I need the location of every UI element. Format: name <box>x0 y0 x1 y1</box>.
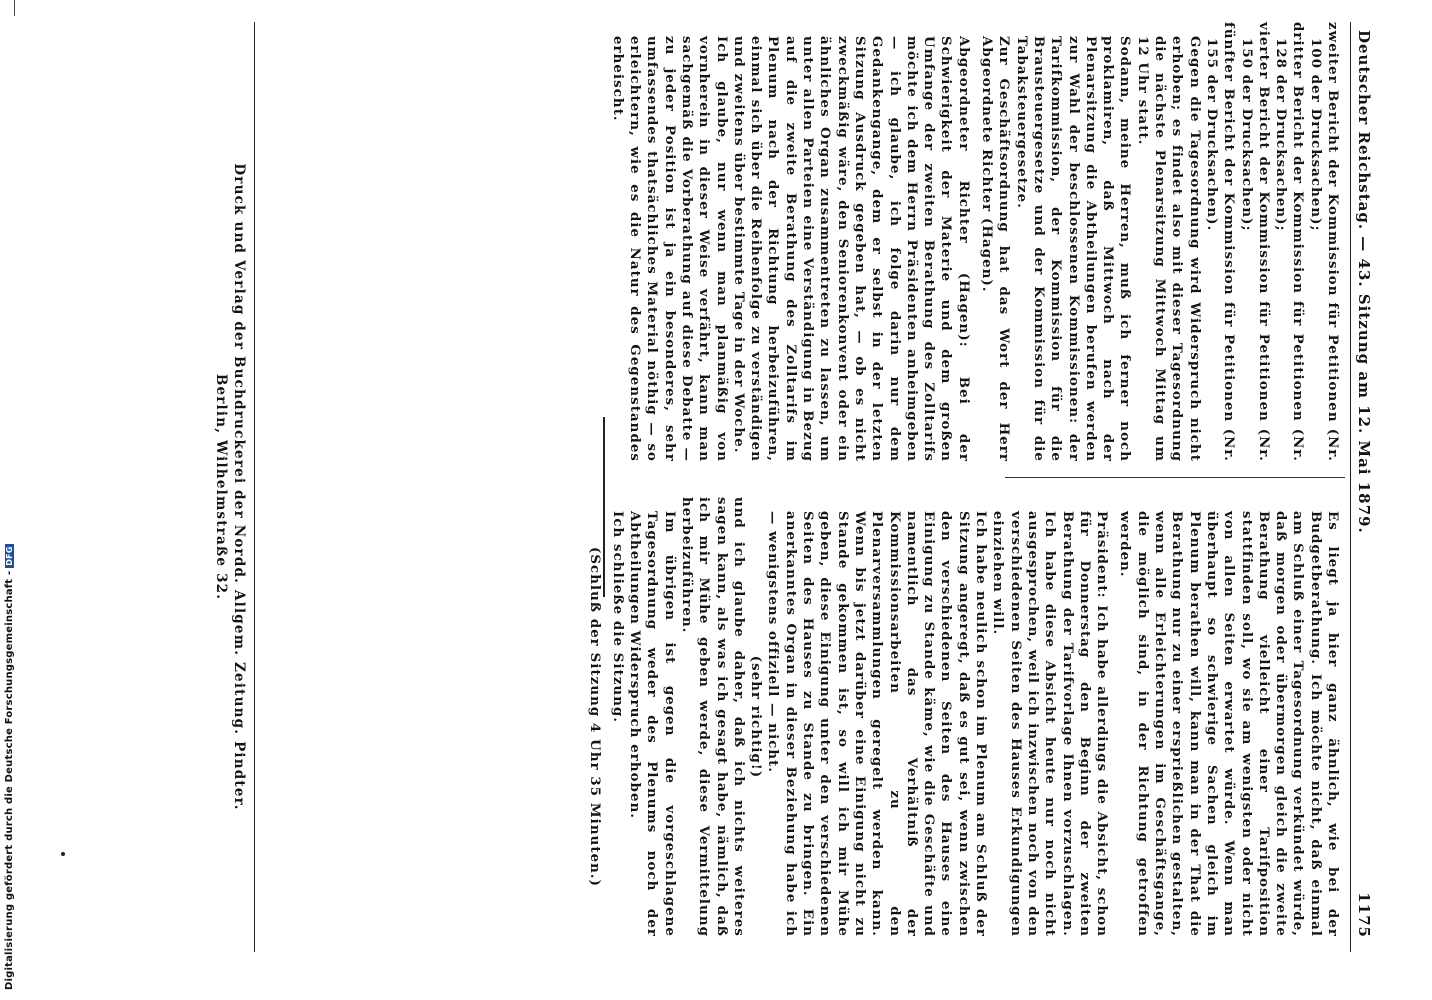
paragraph: Ich schließe die Sitzung. <box>609 511 625 724</box>
dfg-logo-icon: DFG <box>4 546 14 566</box>
right-column <box>585 497 1341 937</box>
speech-paragraph: Abgeordneter Richter (Hagen): Bei der Schwierigkeit der Materie und dem großen Umfange der zweiten Berathung des Zolltarifs möchte ich dem Herrn Präsidenten anheimgeben — ich glaube, ich folge darin nur dem Gedankengange, dem er selbst in der letzten Sitzung Ausdruck gegeben hat, — ob es nicht zweckmäßig wäre, den Seniorenkonvent oder ein ähnliches Organ zusammentreten zu lassen, um unter allen Parteien eine Verständigung in Bezug auf die zweite Berathung des Zolltarifs im Plenum nach der Richtung herbeizuführen, einmal sich über die Reihenfolge zu verständigen und zweitens über bestimmte Tage in der Woche. <box>730 36 971 462</box>
page-number: 1175 <box>1355 892 1373 938</box>
credit-text: Digitalisierung gefördert durch die Deutsche Forschungsgemeinschaft - <box>4 570 15 990</box>
imprint-line: Druck und Verlag der Buchdruckerei der Nordd. Allgem. Zeitung. Pindter. <box>231 163 247 811</box>
agenda-item: vierter Bericht der Kommission für Petitionen (Nr. 150 der Drucksachen); <box>1238 22 1271 462</box>
speech-paragraph: Es liegt ja hier ganz ähnlich, wie bei der Budgetberathung. Ich möchte nicht, daß einmal am Schluß einer Tagesordnung verkündet würde, daß morgen oder übermorgen gleich die zweite Berathung vielleicht einer Tarifposition stattfinden soll, wo sie am wenigsten oder nicht von allen Seiten erwartet würde. Wenn man überhaupt so schwierige Sachen gleich im Plenum berathen will, kann man in der That die Berathung nur zu einer ersprießlichen gestalten, wenn alle Erleichterungen im Geschäftsgange, die möglich sind, in der Richtung getroffen werden. <box>1117 511 1340 937</box>
paragraph: Im übrigen ist gegen die vorgeschlagene Tagesordnung weder des Plenums noch der Abtheilungen Widerspruch erhoben. <box>627 511 677 937</box>
interjection: (sehr richtig!) <box>748 655 764 779</box>
agenda-item: dritter Bericht der Kommission für Petitionen (Nr. 128 der Drucksachen); <box>1273 22 1306 462</box>
agenda-item: zweiter Bericht der Kommission für Petitionen (Nr. 100 der Drucksachen); <box>1307 22 1340 462</box>
section-rule <box>603 417 605 597</box>
agenda-item: fünfter Bericht der Kommission für Petitionen (Nr. 155 der Drucksachen). <box>1203 22 1237 462</box>
page-header <box>1350 22 1375 952</box>
paragraph: Ich habe neulich schon im Plenum am Schluß der Sitzung angeregt, daß es gut sei, wenn zwischen den verschiedenen Seiten des Hauses eine Einigung zu Stande käme, wie die Geschäfte und namentlich das Verhältniß der Kommissionsarbeiten zu den Plenarversammlungen geregelt werden kann. Wenn bis jetzt darüber eine Einigung nicht zu Stande gekommen ist, so will ich mir Mühe geben, diese Einigung unter den verschiedenen Seiten des Hauses zu Stande zu bringen. Ein anerkanntes Organ in dieser Beziehung habe ich — wenigstens offiziell — nicht. <box>765 511 989 937</box>
header-title: Deutscher Reichstag. — 43. Sitzung am 12. Mai 1879. <box>1355 30 1373 534</box>
paragraph: Zur Geschäftsordnung hat das Wort der Herr Abgeordnete Richter (Hagen). <box>979 36 1012 462</box>
speech-paragraph: Ich glaube, nur wenn man planmäßig von vornherein in dieser Weise verfährt, kann man sachgemäß die Vorberathung auf diese Debatte — zu jeder Position ist ja ein besonderes, sehr umfassendes thatsächliches Material nöthig — so erleichtern, wie es die Natur des Gegenstandes erheischt. <box>609 36 729 462</box>
digitization-credit <box>4 544 15 990</box>
imprint-footer <box>212 22 255 952</box>
scan-mark <box>14 0 15 16</box>
president-paragraph: Präsident: Ich habe allerdings die Absicht, schon für Donnerstag den Beginn der zweiten Berathung der Tarifvorlage Ihnen vorzuschlagen. Ich habe diese Absicht heute nur noch nicht ausgesprochen, weil ich inzwischen noch von den verschiedenen Seiten des Hauses Erkundigungen einziehen will. <box>990 511 1110 937</box>
rotated-scanned-page <box>125 22 1375 952</box>
left-column <box>609 22 1341 462</box>
imprint-address: Berlin, Wilhelmstraße 32. <box>213 373 229 601</box>
paragraph: Sodann, meine Herren, muß ich ferner noch proklamiren, daß Mittwoch nach der Plenarsitzung die Abtheilungen berufen werden zur Wahl der beschlossenen Kommissionen: der Tarifkommission, der Kommission für die Brausteuergesetze und der Kommission für die Tabaksteuergesetze. <box>1013 36 1133 462</box>
column-divider <box>1005 477 1345 478</box>
closing-note: (Schluß der Sitzung 4 Uhr 35 Minuten.) <box>586 546 602 888</box>
scan-speck <box>61 852 65 856</box>
paragraph: Gegen die Tagesordnung wird Widerspruch nicht erhoben; es findet also mit dieser Tagesordnung die nächste Plenarsitzung Mittwoch Mittag um 12 Uhr statt. <box>1134 36 1202 462</box>
paragraph: und ich glaube daher, daß ich nichts weiteres sagen kann, als was ich gesagt habe, nämlich, daß ich mir Mühe geben werde, diese Vermittelung herbeizuführen. <box>679 497 746 937</box>
